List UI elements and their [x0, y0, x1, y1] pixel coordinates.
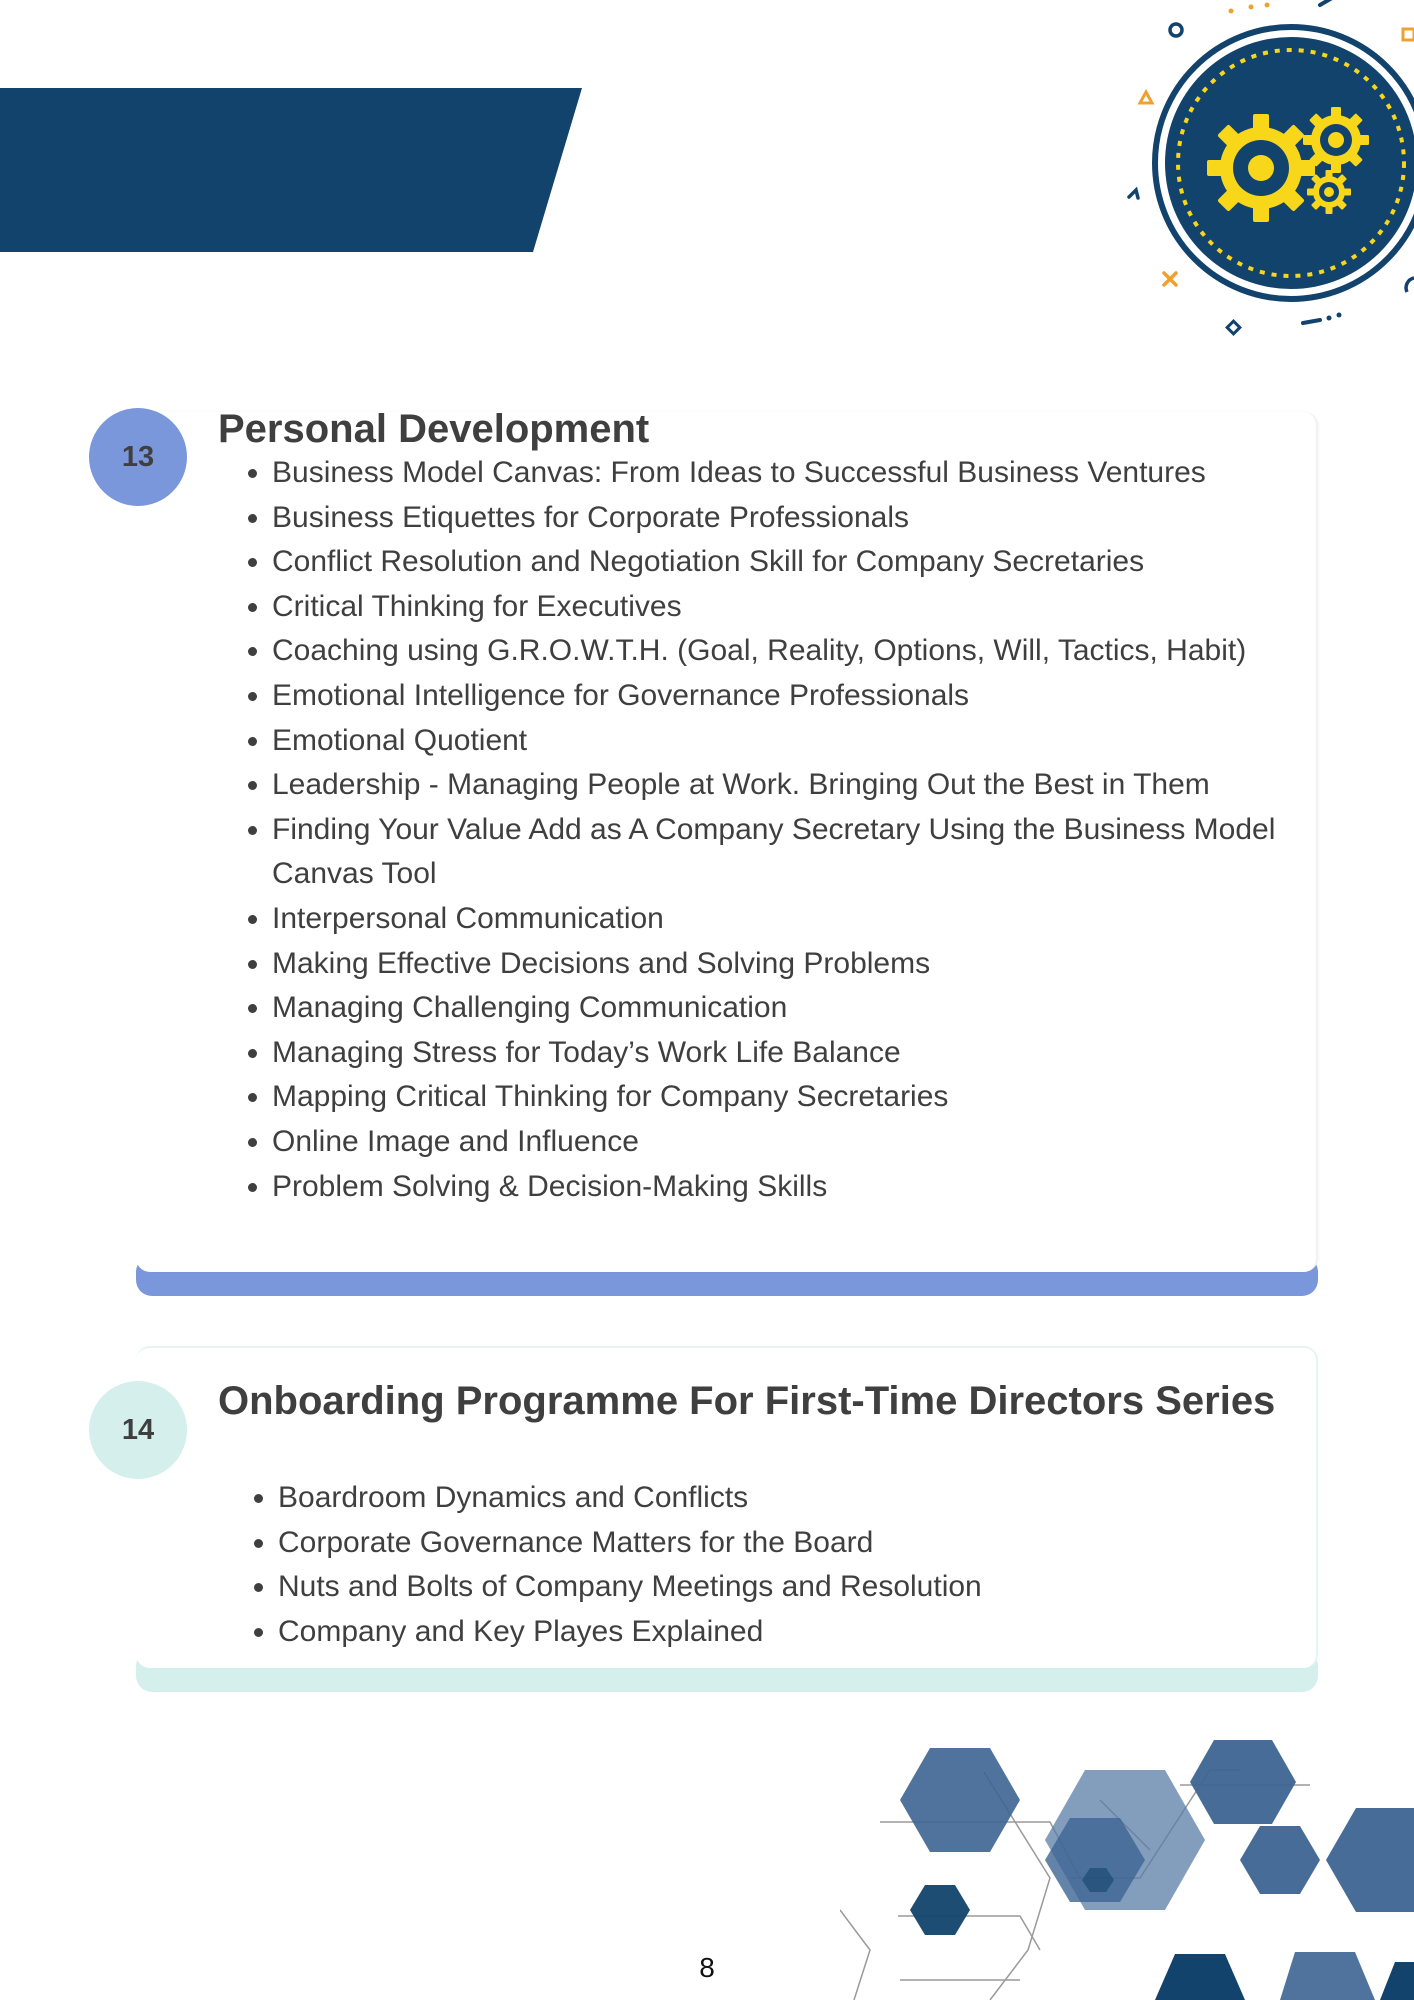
- header-banner: [0, 88, 582, 252]
- section-14-number-badge: 14: [89, 1381, 187, 1479]
- section-14-course-list: [278, 1476, 1308, 1654]
- section-13-course-list: [272, 451, 1322, 1209]
- course-item: • Making Effective Decisions and Solving Problems: [272, 942, 1322, 987]
- course-item: • Coaching using G.R.O.W.T.H. (Goal, Reality, Options, Will, Tactics, Habit): [272, 629, 1322, 674]
- course-item: • Emotional Quotient: [272, 719, 1322, 764]
- section-14-title: Onboarding Programme For First-Time Directors Series: [218, 1379, 1276, 1423]
- course-item: • Problem Solving & Decision-Making Skills: [272, 1165, 1322, 1210]
- course-item: • Business Etiquettes for Corporate Professionals: [272, 496, 1322, 541]
- section-13-number-badge: 13: [89, 408, 187, 506]
- course-item: • Online Image and Influence: [272, 1120, 1322, 1165]
- course-item: • Nuts and Bolts of Company Meetings and Resolution: [278, 1565, 1308, 1610]
- course-item: • Interpersonal Communication: [272, 897, 1322, 942]
- course-item: • Leadership - Managing People at Work. Bringing Out the Best in Them: [272, 763, 1322, 808]
- course-item: • Boardroom Dynamics and Conflicts: [278, 1476, 1308, 1521]
- course-item: • Conflict Resolution and Negotiation Skill for Company Secretaries: [272, 540, 1322, 585]
- course-item: • Managing Challenging Communication: [272, 986, 1322, 1031]
- page-number: 8: [699, 1952, 715, 1983]
- course-item: • Corporate Governance Matters for the Board: [278, 1521, 1308, 1566]
- course-item: • Critical Thinking for Executives: [272, 585, 1322, 630]
- section-13-title: Personal Development: [218, 407, 650, 451]
- gears-icon: [1110, 0, 1414, 345]
- course-item: • Emotional Intelligence for Governance Professionals: [272, 674, 1322, 719]
- course-item: • Mapping Critical Thinking for Company Secretaries: [272, 1075, 1322, 1120]
- course-item: • Finding Your Value Add as A Company Secretary Using the Business Model Canvas Tool: [272, 808, 1322, 897]
- course-item: • Business Model Canvas: From Ideas to Successful Business Ventures: [272, 451, 1322, 496]
- course-item: • Company and Key Playes Explained: [278, 1610, 1308, 1655]
- course-item: • Managing Stress for Today’s Work Life Balance: [272, 1031, 1322, 1076]
